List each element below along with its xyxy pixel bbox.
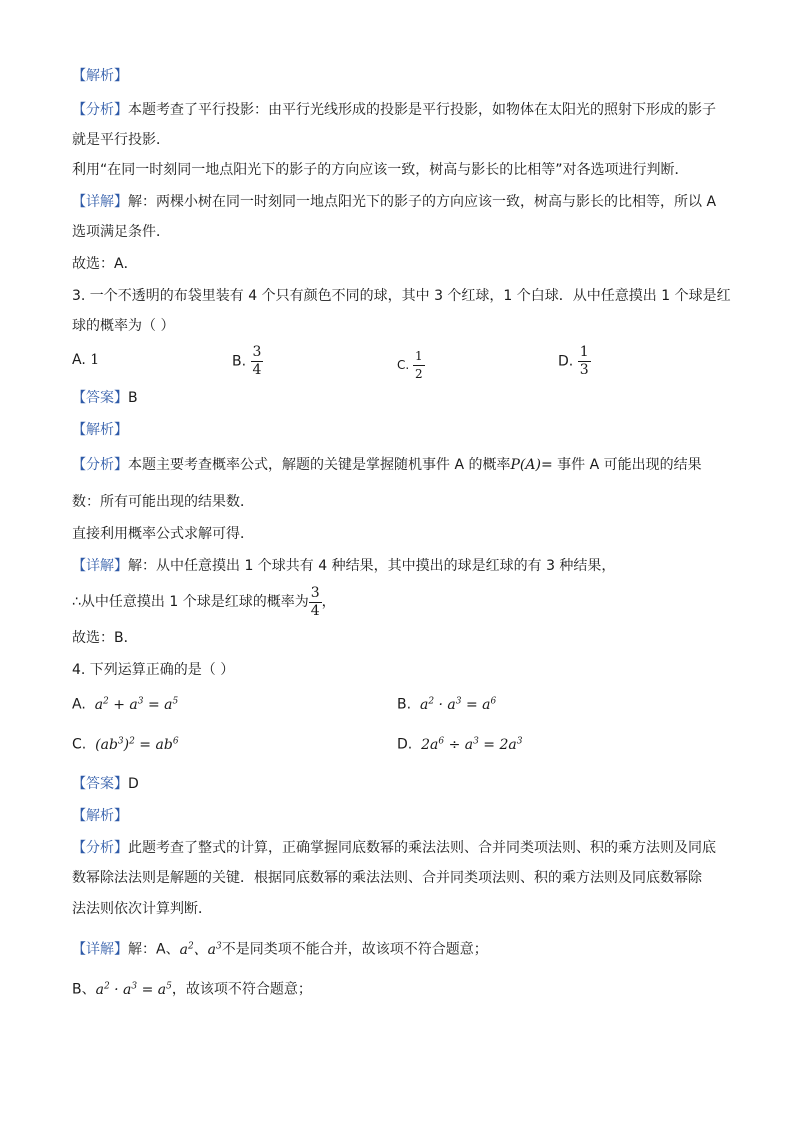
xiangjie-tag: 【详解】 xyxy=(72,558,128,574)
q3-analysis-3: 直接利用概率公式求解可得． xyxy=(72,526,254,542)
question-4-stem: 4. 下列运算正确的是（ ） xyxy=(72,662,235,678)
fenxi-tag: 【分析】 xyxy=(72,840,128,856)
q3-option-a: A. 1 xyxy=(72,352,100,368)
detail-text: 解：两棵小树在同一时刻同一地点阳光下的影子的方向应该一致，树高与影长的比相等，所以 A xyxy=(128,194,717,210)
analysis-text: 本题考查了平行投影：由平行光线形成的投影是平行投影，如物体在太阳光的照射下形成的影子 xyxy=(128,102,716,118)
probability-symbol: P(A) xyxy=(510,457,541,473)
question-3-stem: 3. 一个不透明的布袋里装有 4 个只有颜色不同的球，其中 3 个红球，1 个白球．从中任意摸出 1 个球是红 xyxy=(72,288,731,304)
q4-analysis-3: 法法则依次计算判断． xyxy=(72,901,212,917)
jiexi-tag: 【解析】 xyxy=(72,808,128,824)
q4-option-b: B. $a^2 \cdot a^3 = a^6$ xyxy=(397,696,497,713)
fraction: $\frac{3}{4}$ xyxy=(252,344,262,378)
daan-tag: 【答案】 xyxy=(72,390,128,406)
fraction: $\frac{1}{2}$ xyxy=(415,349,423,381)
q3-option-c: C. $\frac{1}{2}$ xyxy=(397,349,423,381)
q3-choice: 故选：B． xyxy=(72,630,138,646)
q4-option-c: C. $(ab^3)^2 = ab^6$ xyxy=(72,736,179,753)
q4-analysis-1: 【分析】此题考查了整式的计算，正确掌握同底数幂的乘法法则、合并同类项法则、积的乘方法则及同底 xyxy=(72,840,716,856)
xiangjie-tag: 【详解】 xyxy=(72,194,128,210)
q4-detail-1: 【详解】解：A、$a^2$、$a^3$不是同类项不能合并，故该项不符合题意； xyxy=(72,941,488,958)
q4-analysis-2: 数幂除法法则是解题的关键．根据同底数幂的乘法法则、合并同类项法则、积的乘方法则及同底数幂除 xyxy=(72,870,702,886)
analysis-line-3: 利用“在同一时刻同一地点阳光下的影子的方向应该一致，树高与影长的比相等”对各选项进行判断． xyxy=(72,162,689,178)
q3-answer: 【答案】B xyxy=(72,390,138,406)
fenxi-tag: 【分析】 xyxy=(72,457,128,473)
answer-choice-1: 故选：A． xyxy=(72,256,138,272)
fraction: $\frac{1}{3}$ xyxy=(579,344,589,378)
q4-option-a: A. $a^2 + a^3 = a^5$ xyxy=(72,696,179,713)
daan-tag: 【答案】 xyxy=(72,776,128,792)
q4-detail-2: B、$a^2 \cdot a^3 = a^5$，故该项不符合题意； xyxy=(72,981,312,998)
jiexi-tag: 【解析】 xyxy=(72,68,128,84)
q3-detail-2: ∴从中任意摸出 1 个球是红球的概率为 $\frac{3}{4}$ ， xyxy=(72,584,336,619)
question-3-stem-2: 球的概率为（ ） xyxy=(72,318,175,334)
analysis-paragraph-1 xyxy=(72,100,716,120)
jiexi-tag: 【解析】 xyxy=(72,422,128,438)
q3-detail-1: 【详解】解：从中任意摸出 1 个球共有 4 种结果，其中摸出的球是红球的有 3 种结果， xyxy=(72,558,616,574)
q3-option-d: D. $\frac{1}{3}$ xyxy=(558,344,589,378)
q3-option-b: B. $\frac{3}{4}$ xyxy=(232,344,262,378)
detail-paragraph-1 xyxy=(72,192,716,212)
q3-analysis-2: 数：所有可能出现的结果数． xyxy=(72,494,254,510)
q4-option-d: D. $2a^6 \div a^3 = 2a^3$ xyxy=(397,736,523,753)
fraction: $\frac{3}{4}$ xyxy=(310,584,320,619)
analysis-line-2: 就是平行投影． xyxy=(72,132,170,148)
xiangjie-tag: 【详解】 xyxy=(72,941,128,958)
q3-analysis-1: 【分析】本题主要考查概率公式，解题的关键是掌握随机事件 A 的概率P(A)= 事件 A 可能出现的结果 xyxy=(72,457,702,473)
detail-line-2: 选项满足条件． xyxy=(72,224,170,240)
q4-answer: 【答案】D xyxy=(72,776,139,792)
fenxi-tag: 【分析】 xyxy=(72,102,128,118)
